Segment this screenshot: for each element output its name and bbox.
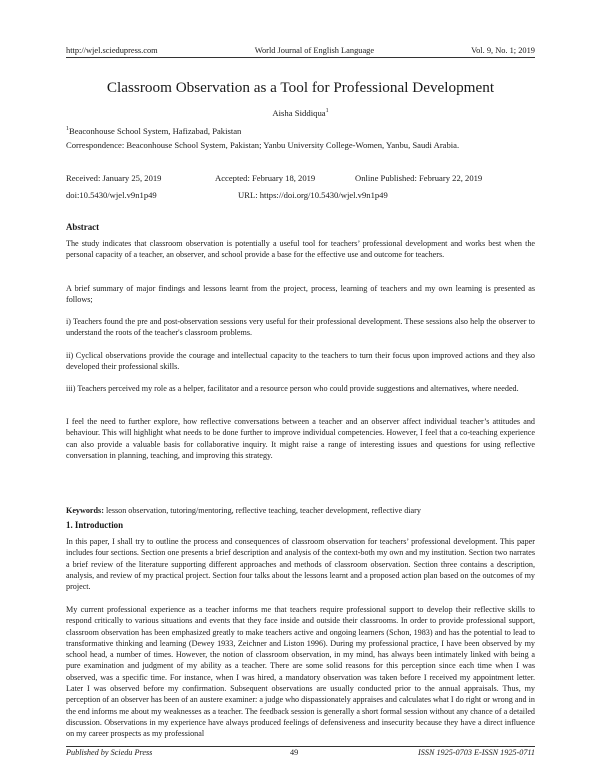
doi-row	[66, 190, 536, 201]
keywords-label: Keywords:	[66, 506, 104, 515]
footer-rule	[66, 746, 535, 747]
intro-paragraph: My current professional experience as a teacher informs me that teachers require professional support to develop their reflective skills to respond critically to various situations and events that they face inside and outside their classrooms. In order to provide professional support, classroom observation has been emphasized greatly to make teachers active and ongoing learners (Schon, 1983) and has the potential to lead to transformative thinking and learning (Dewey 1933, Zeichner and Liston 1996). During my professional practice, I have been observed by my school head, a number of times. However, the notion of classroom observation, in my mind, has always been intimately linked with being a pure examination and judgment of my ability as a teacher. There are some solid reasons for this perception since each time when I was observed, was a specific time. For instance, when I was hired, a mandatory observation was taken before I received my appointment letter. Later I was observed before my confirmation. Subsequent observations are usually conducted prior to the annual appraisals. Thus, my perception of an observer has been of an austere examiner: a judge who dispassionately appraises and calculates what I do right or wrong and in the end informs me about my weaknesses as a teacher. The feedback session is generally a short formal session without any chance of a detailed discussion. Observations in my experience have always produced feelings of defensiveness and insecurity because they have a direct influence on my career prospects as my professional	[66, 605, 535, 739]
header-rule	[66, 57, 535, 58]
journal-url[interactable]: http://wjel.sciedupress.com	[66, 46, 158, 55]
intro-paragraph: In this paper, I shall try to outline the process and consequences of classroom observation for teachers’ professional development. This paper includes four sections. Section one presents a brief description and analysis of the context-both my own and my institution. Section two narrates a brief review of the literature supporting different approaches and methods of classroom observation. Section three contains a description, analysis, and review of my practical project. Section four talks about the lessons learnt and a proposed action plan based on the outcomes of my project.	[66, 537, 535, 592]
dates-row	[66, 173, 536, 184]
accepted-date: Accepted: February 18, 2019	[215, 173, 316, 183]
affiliation-superscript: 1	[66, 126, 69, 132]
article-url[interactable]: URL: https://doi.org/10.5430/wjel.v9n1p49	[238, 190, 388, 200]
introduction-heading: 1. Introduction	[66, 520, 124, 530]
abstract-finding-1: i) Teachers found the pre and post-observation sessions very useful for their professional development. These sessions also help the observer to understand the roots of the teacher's classroom problems.	[66, 317, 535, 338]
affiliation: Beaconhouse School System, Hafizabad, Pakistan	[69, 125, 242, 136]
abstract-paragraph: The study indicates that classroom observation is potentially a useful tool for teachers’ professional development and works best when the personal capacity of a teacher, an observer, and school provide a base for the effective use and outcome for teachers.	[66, 239, 535, 260]
abstract-finding-3: iii) Teachers perceived my role as a helper, facilitator and a resource person who could provide suggestions and alternatives, where needed.	[66, 384, 519, 393]
author-superscript: 1	[325, 108, 329, 114]
publisher: Published by Sciedu Press	[66, 748, 153, 757]
author-line	[66, 106, 535, 119]
abstract-paragraph: I feel the need to further explore, how reflective conversations between a teacher and an observer affect individual teacher’s attitudes and behaviour. This will highlight what needs to be done further to improve individual competencies. However, I feel that a co-teaching experience can also provide a valuable basis for collaborative inquiry. It might raise a range of interesting issues and questions for using reflective conversation in planning, teaching, and improving this strategy.	[66, 417, 535, 460]
published-date: Online Published: February 22, 2019	[355, 173, 483, 183]
correspondence: Correspondence: Beaconhouse School System, Pakistan; Yanbu University College-Women, Yanbu, Saudi Arabia.	[66, 140, 460, 150]
abstract-paragraph: A brief summary of major findings and lessons learnt from the project, process, learning of teachers and my own learning is presented as follows;	[66, 284, 535, 305]
journal-name: World Journal of English Language	[254, 46, 375, 55]
affiliation-line	[66, 124, 241, 137]
abstract-finding-2: ii) Cyclical observations provide the courage and intellectual capacity to the teachers to turn their focus upon improved actions and they also developed their professional skills.	[66, 351, 535, 372]
author-name: Aisha Siddiqua	[272, 107, 326, 118]
keywords-line	[66, 505, 535, 516]
journal-volume: Vol. 9, No. 1; 2019	[471, 46, 535, 55]
abstract-heading: Abstract	[66, 222, 100, 232]
issn: ISSN 1925-0703 E-ISSN 1925-0711	[418, 748, 535, 757]
page-number: 49	[290, 748, 299, 757]
doi[interactable]: doi:10.5430/wjel.v9n1p49	[66, 190, 157, 200]
received-date: Received: January 25, 2019	[66, 173, 162, 183]
keywords: lesson observation, tutoring/mentoring, reflective teaching, teacher development, reflective diary	[103, 506, 421, 515]
running-header	[66, 41, 535, 55]
paper-title: Classroom Observation as a Tool for Professional Development	[106, 79, 495, 96]
page-footer	[66, 748, 535, 760]
